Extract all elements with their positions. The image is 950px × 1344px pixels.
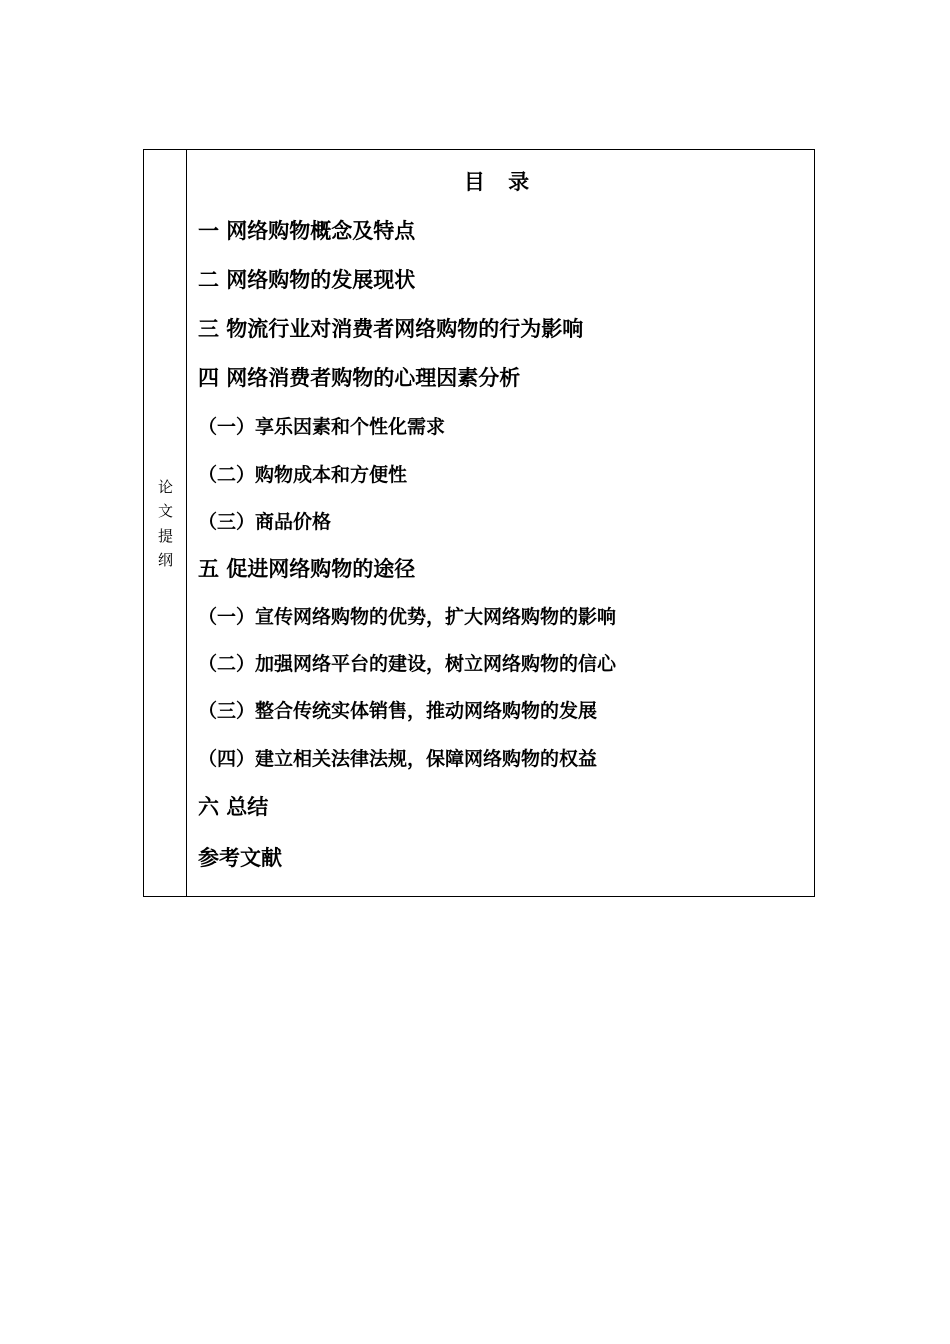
toc-item: 一 网络购物概念及特点 (198, 219, 416, 243)
toc-item: 四 网络消费者购物的心理因素分析 (198, 366, 521, 390)
thesis-outline-table (143, 149, 815, 897)
toc-subitem: （一）享乐因素和个性化需求 (198, 416, 446, 438)
toc-item: 三 物流行业对消费者网络购物的行为影响 (198, 317, 584, 341)
toc-item: 参考文献 (198, 846, 282, 870)
toc-subitem: （二）加强网络平台的建设，树立网络购物的信心 (198, 653, 617, 675)
toc-content-cell (187, 150, 814, 896)
toc-subitem: （四）建立相关法律法规，保障网络购物的权益 (198, 748, 598, 770)
side-label-char: 提 (157, 527, 173, 545)
toc-item: 五 促进网络购物的途径 (198, 557, 416, 581)
toc-item: 六 总结 (198, 795, 269, 819)
side-label-char: 纲 (157, 551, 173, 569)
side-label-char: 文 (157, 502, 173, 520)
toc-title: 目 录 (463, 170, 538, 194)
toc-subitem: （三）整合传统实体销售，推动网络购物的发展 (198, 700, 598, 722)
toc-subitem: （二）购物成本和方便性 (198, 464, 408, 486)
toc-item: 二 网络购物的发展现状 (198, 268, 416, 292)
side-label-cell (144, 150, 187, 896)
toc-subitem: （三）商品价格 (198, 511, 332, 533)
side-label-char: 论 (157, 478, 173, 496)
toc-subitem: （一）宣传网络购物的优势，扩大网络购物的影响 (198, 606, 617, 628)
